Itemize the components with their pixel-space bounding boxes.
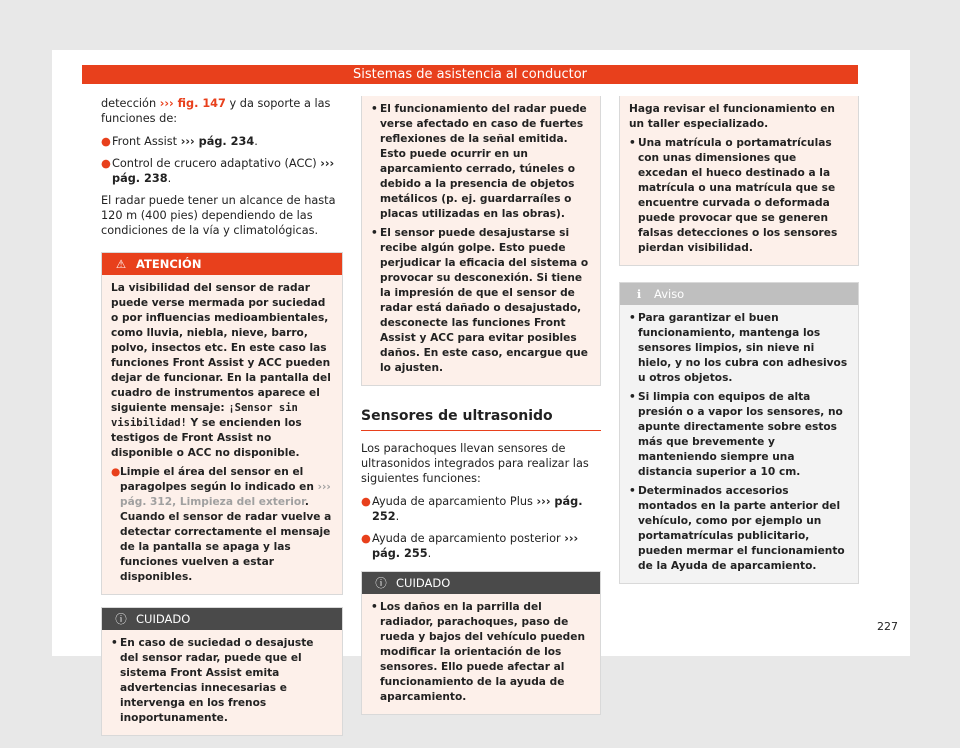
- attention-item: ● Limpie el área del sensor en el paragolpes según lo indicado en ››› pág. 312, Limpieza del exterior. Cuando el sensor de radar vuelve a detectar correctamente el mensaje de la pantalla se apaga y las funciones vuelven a estar disponibles.: [111, 466, 332, 583]
- attention-item: • El sensor puede desajustarse si recibe algún golpe. Esto puede perjudicar la eficacia del sistema o provocar su desconexión. Si tiene la impresión de que el sensor de radar está dañado o desajustado, desconecte las funciones Front Assist y ACC para evitar posibles daños. En este caso, encargue que lo ajusten.: [371, 227, 589, 374]
- intro-paragraph: Los parachoques llevan sensores de ultrasonidos integrados para realizar las siguientes funciones:: [361, 442, 589, 485]
- page-link[interactable]: ››› pág. 255: [372, 532, 579, 560]
- bullet-icon: ●: [361, 495, 371, 508]
- intro-paragraph: detección ››› fig. 147 y da soporte a las funciones de:: [101, 97, 331, 125]
- continued-caution-body: Haga revisar el funcionamiento en un taller especializado. • Una matrícula o portamatrículas con unas dimensiones que excedan el hueco destinado a la matrícula o una matrícula que se encuentre curvada o deformada puede provocar que se generen falsas detecciones o los sensores pierdan visibilidad.: [620, 96, 858, 265]
- range-paragraph: El radar puede tener un alcance de hasta 120 m (400 pies) dependiendo de las condiciones de la vía y climatológicas.: [101, 194, 336, 237]
- attention-body: La visibilidad del sensor de radar puede verse mermada por suciedad o por influencias medioambientales, como lluvia, niebla, nieve, barro, polvo, insectos etc. En este caso las funciones Front Assist y ACC pueden dejar de funcionar. En la pantalla del cuadro de instrumentos aparece el siguiente mensaje: ¡Sensor sin visibilidad! Y se encienden los testigos de Front Assist no disponible o ACC no disponible. ● Limpie el área del sensor en el paragolpes según lo indicado en ››› pág. 312, Limpieza del exterior. Cuando el sensor de radar vuelve a detectar correctamente el mensaje de la pantalla se apaga y las funciones vuelven a estar disponibles.: [102, 275, 342, 594]
- continued-caution-box: [619, 96, 859, 266]
- continued-attention-body: [362, 96, 600, 385]
- bullet-icon: ●: [101, 135, 111, 148]
- display-message: ¡Sensor sin visibilidad!: [111, 402, 298, 429]
- bullet-icon: ●: [101, 157, 111, 170]
- caution-body: [362, 594, 600, 714]
- bullet-icon: •: [371, 601, 378, 613]
- bullet-icon: ●: [361, 532, 371, 545]
- bullet-icon: •: [371, 103, 378, 115]
- note-item: • Para garantizar el buen funcionamiento, mantenga los sensores limpios, sin nieve ni hielo, y no los cubra con adhesivos u otros objetos.: [629, 312, 848, 384]
- note-body: [620, 305, 858, 583]
- continued-attention-box: [361, 96, 601, 386]
- caution-item: • Una matrícula o portamatrículas con unas dimensiones que excedan el hueco destinado a la matrícula o una matrícula que se encuentre curvada o deformada puede provocar que se generen falsas detecciones o los sensores pierdan visibilidad.: [629, 137, 838, 254]
- bullet-icon: ●: [111, 466, 121, 478]
- info-circle-icon: ⓘ: [115, 612, 127, 626]
- caution-header: ⓘ CUIDADO: [102, 608, 342, 630]
- section-heading: Sensores de ultrasonido: [361, 408, 601, 431]
- attention-box: [101, 252, 343, 595]
- caution-box: [361, 571, 601, 715]
- info-circle-icon: ⓘ: [375, 576, 387, 590]
- bullet-icon: •: [629, 137, 636, 149]
- bullet-icon: •: [111, 637, 118, 649]
- page-link[interactable]: ››› pág. 234: [180, 135, 255, 148]
- list-item: ● Ayuda de aparcamiento posterior ››› pág. 255.: [361, 532, 579, 560]
- column-3: [619, 96, 859, 596]
- column-2: [361, 96, 601, 727]
- caution-header: ⓘ CUIDADO: [362, 572, 600, 594]
- bullet-icon: •: [629, 312, 636, 324]
- caution-box: [101, 607, 343, 736]
- page-link[interactable]: ››› pág. 252: [372, 495, 583, 523]
- note-item: • Si limpia con equipos de alta presión o a vapor los sensores, no apunte directamente sobre estos más que brevemente y manteniendo siempre una distancia superior a 10 cm.: [629, 391, 843, 478]
- list-item: ● Ayuda de aparcamiento Plus ››› pág. 252.: [361, 495, 583, 523]
- caution-item: • Los daños en la parrilla del radiador, parachoques, paso de rueda y bajos del vehículo pueden modificar la orientación de los sensores. Ello puede afectar al funcionamiento de la ayuda de aparcamiento.: [371, 601, 585, 703]
- note-header: ℹ Aviso: [620, 283, 858, 305]
- info-icon: ℹ: [636, 287, 642, 301]
- attention-item: • El funcionamiento del radar puede verse afectado en caso de fuertes reflexiones de la señal emitida. Esto puede ocurrir en un aparcamiento cerrado, túneles o debido a la presencia de objetos metálicos (p. ej. guardarraíles o placas utilizadas en las obras).: [371, 103, 587, 220]
- list-item: ● Control de crucero adaptativo (ACC) ››› pág. 238.: [101, 157, 335, 185]
- bullet-icon: •: [629, 391, 636, 403]
- page-link[interactable]: ››› pág. 312, Limpieza del exterior: [120, 481, 331, 508]
- list-item: ● Front Assist ››› pág. 234.: [101, 135, 258, 148]
- page-link[interactable]: ››› pág. 238: [112, 157, 335, 185]
- caution-item: • En caso de suciedad o desajuste del sensor radar, puede que el sistema Front Assist emita advertencias innecesarias e intervenga en los frenos inoportunamente.: [111, 637, 314, 724]
- note-item: • Determinados accesorios montados en la parte anterior del vehículo, como por ejemplo un portamatrículas publicitario, pueden mermar el funcionamiento de la Ayuda de aparcamiento.: [629, 485, 845, 572]
- section-header: Sistemas de asistencia al conductor: [82, 65, 858, 84]
- bullet-icon: •: [629, 485, 636, 497]
- warning-icon: ⚠: [115, 257, 127, 271]
- note-box: [619, 282, 859, 584]
- page-number: 227: [877, 620, 898, 633]
- figure-link[interactable]: ››› fig. 147: [159, 97, 226, 110]
- bullet-icon: •: [371, 227, 378, 239]
- column-1: [101, 96, 343, 748]
- attention-header: ⚠ ATENCIÓN: [102, 253, 342, 275]
- caution-body: [102, 630, 342, 735]
